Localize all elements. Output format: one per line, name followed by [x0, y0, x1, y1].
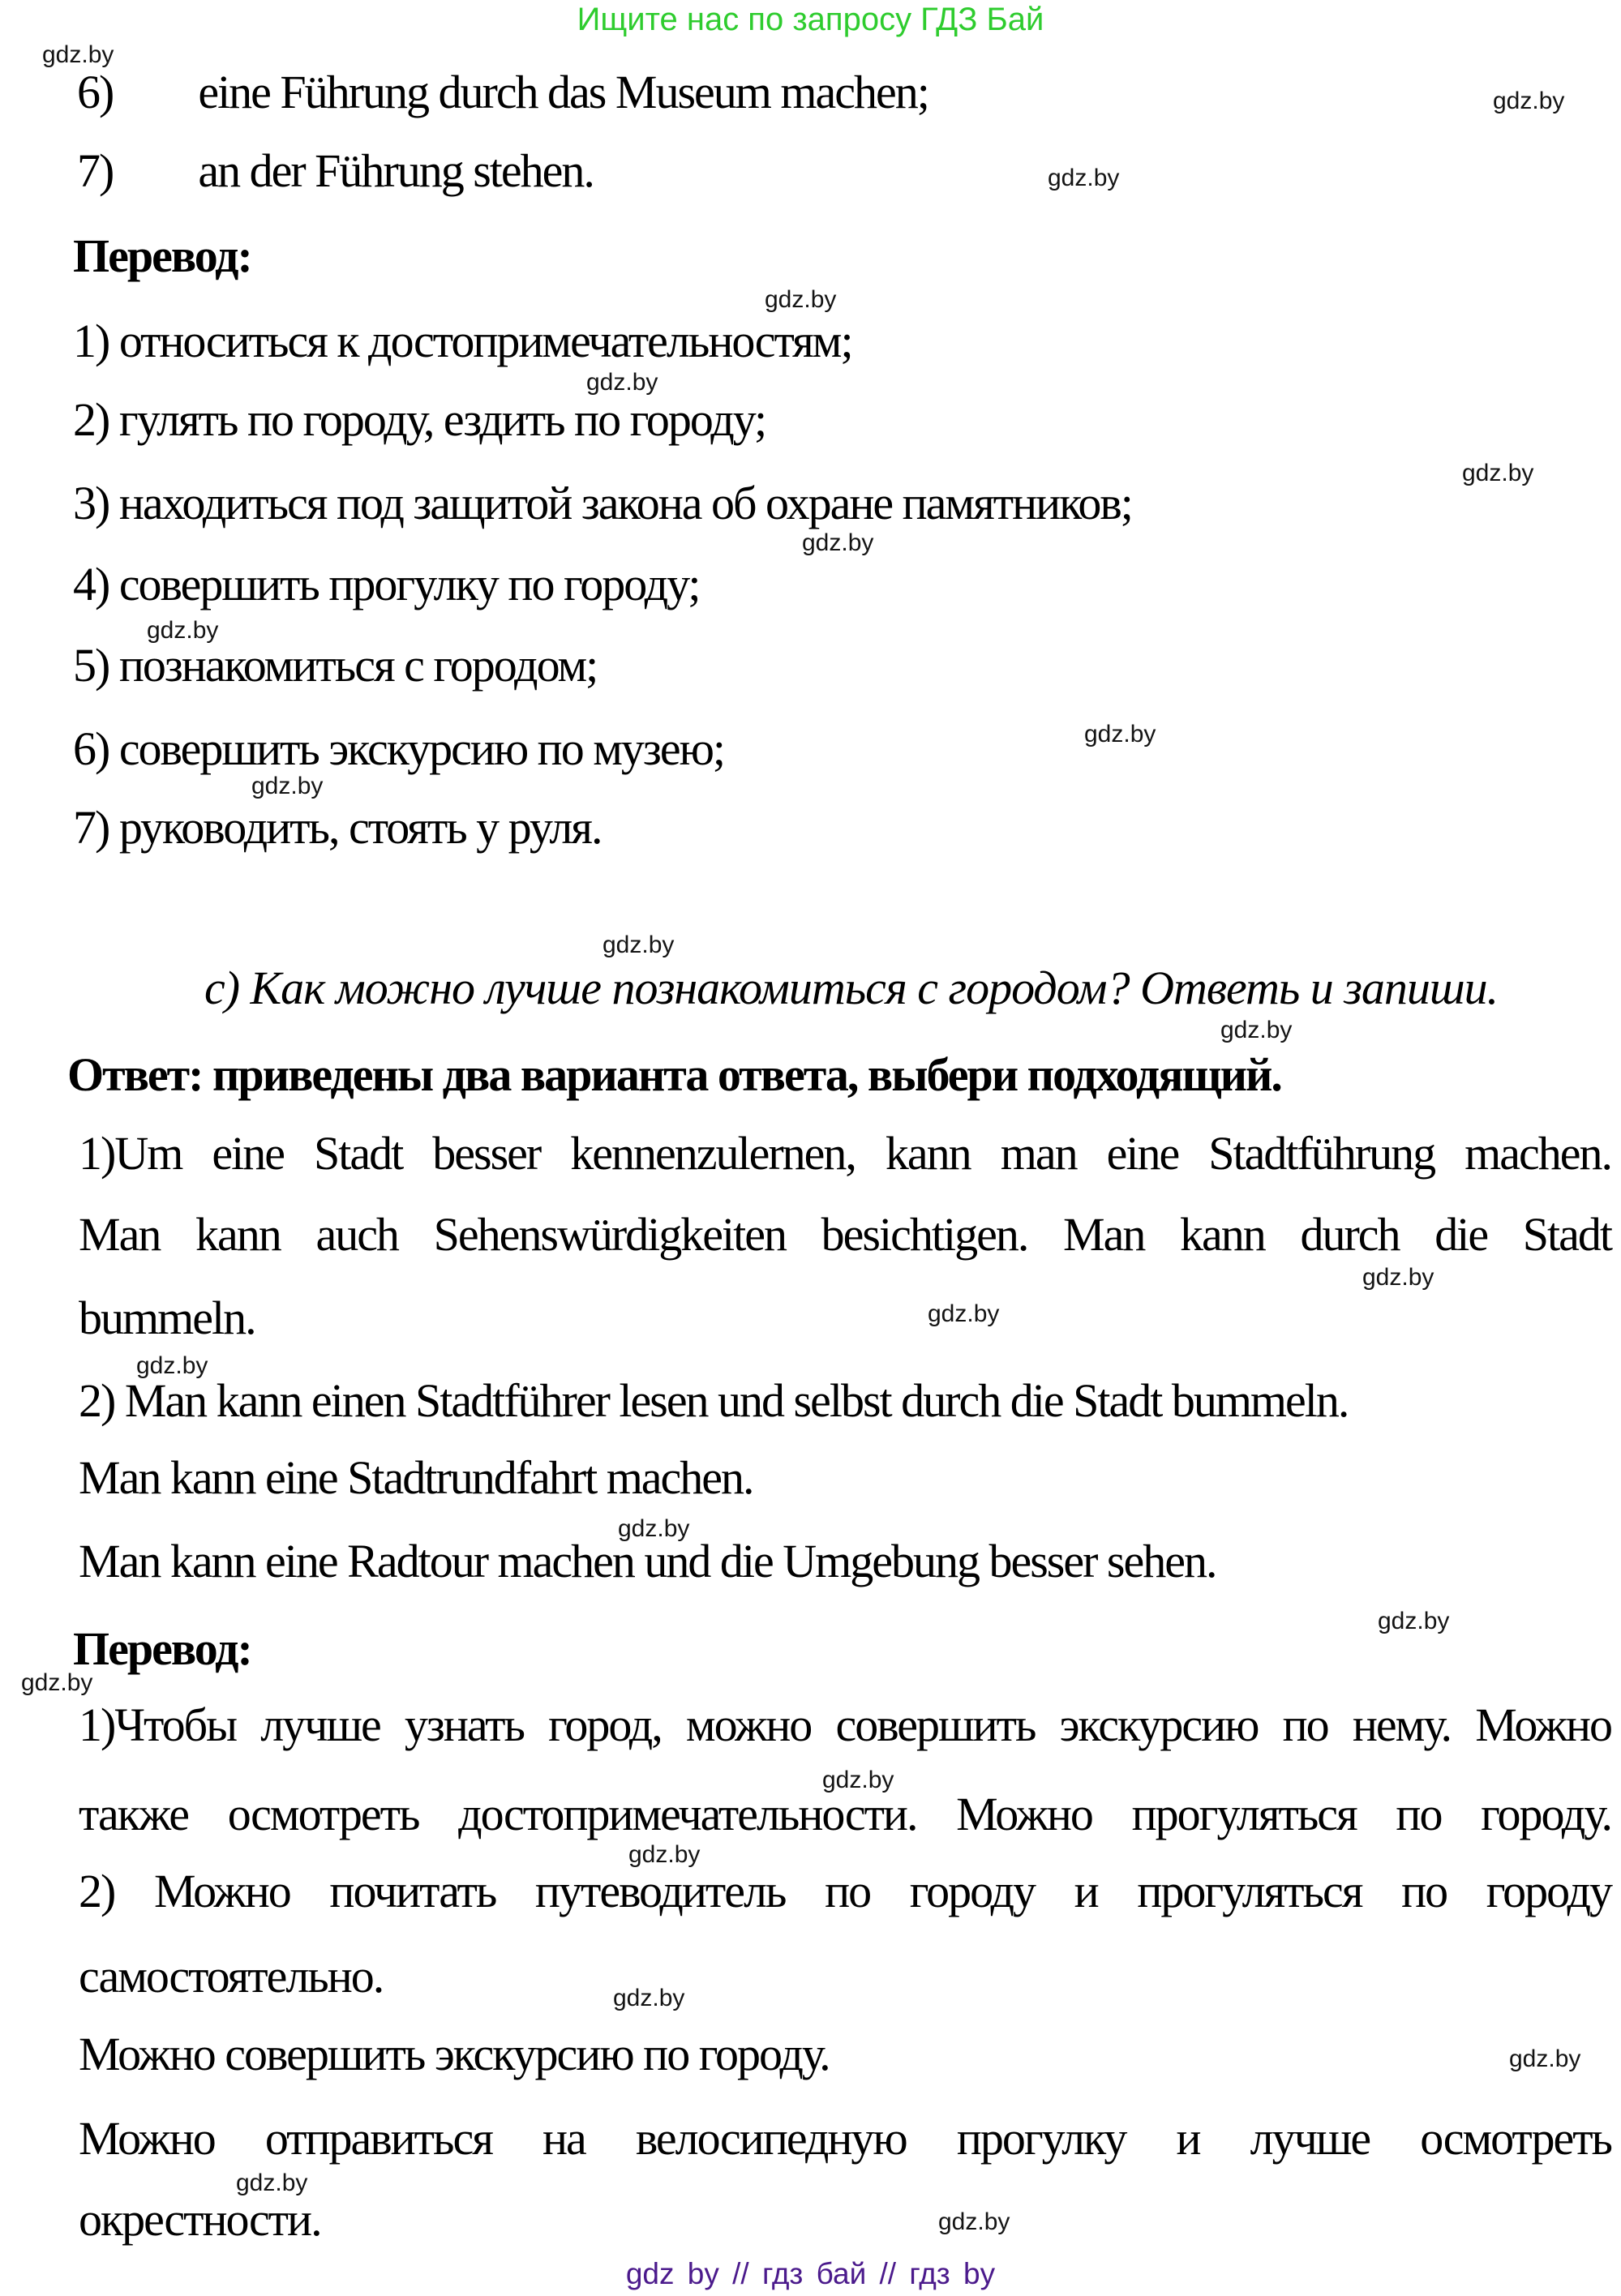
german-answer-line-3: bummeln. [79, 1292, 255, 1344]
watermark: gdz.by [613, 1985, 685, 2011]
translation-item-4: 4) совершить прогулку по городу; [73, 558, 700, 610]
watermark: gdz.by [42, 41, 114, 68]
header-banner: Ищите нас по запросу ГДЗ Бай [577, 2, 1044, 37]
task-c-prompt: с) Как можно лучше познакомиться с городом? Ответь и запиши. [204, 962, 1499, 1014]
translation-item-3: 3) находиться под защитой закона об охране памятников; [73, 477, 1132, 529]
translation-item-7: 7) руководить, стоять у руля. [73, 801, 602, 854]
watermark: gdz.by [1220, 1017, 1293, 1043]
watermark: gdz.by [603, 932, 675, 958]
watermark: gdz.by [1378, 1608, 1450, 1634]
russian-answer-line-3: 2) Можно почитать путеводитель по городу и прогуляться по городу [79, 1865, 1611, 1917]
watermark: gdz.by [1048, 165, 1120, 191]
watermark: gdz.by [822, 1767, 894, 1793]
watermark: gdz.by [938, 2208, 1010, 2235]
watermark: gdz.by [628, 1841, 701, 1868]
watermark: gdz.by [136, 1352, 208, 1379]
russian-answer-line-6: Можно отправиться на велосипедную прогулку и лучше осмотреть [79, 2112, 1611, 2165]
german-item-7-text: an der Führung stehen. [198, 144, 594, 197]
german-answer-line-6: Man kann eine Radtour machen und die Umgebung besser sehen. [79, 1535, 1216, 1587]
watermark: gdz.by [586, 369, 658, 396]
watermark: gdz.by [1509, 2045, 1581, 2072]
translation-heading: Перевод: [73, 229, 251, 282]
watermark: gdz.by [147, 617, 219, 644]
russian-answer-line-4: самостоятельно. [79, 1950, 384, 2003]
translation-item-5: 5) познакомиться с городом; [73, 639, 598, 692]
german-answer-line-5: Man kann eine Stadtrundfahrt machen. [79, 1451, 753, 1504]
russian-answer-line-5: Можно совершить экскурсию по городу. [79, 2028, 830, 2080]
watermark: gdz.by [765, 286, 837, 313]
german-item-7-number: 7) [77, 144, 114, 197]
german-answer-line-1: 1)Um eine Stadt besser kennenzulernen, kann man eine Stadtführung machen. [79, 1127, 1611, 1180]
answer-note: Ответ: приведены два варианта ответа, выбери подходящий. [67, 1048, 1281, 1101]
watermark: gdz.by [928, 1300, 1000, 1327]
watermark: gdz.by [618, 1515, 690, 1542]
watermark: gdz.by [236, 2170, 308, 2196]
translation-heading-2: Перевод: [73, 1622, 251, 1675]
russian-answer-line-7: окрестности. [79, 2193, 321, 2246]
watermark: gdz.by [802, 529, 874, 556]
watermark: gdz.by [1493, 88, 1565, 114]
watermark: gdz.by [1084, 721, 1156, 747]
german-answer-line-4: 2) Man kann einen Stadtführer lesen und selbst durch die Stadt bummeln. [79, 1374, 1349, 1427]
german-answer-line-2: Man kann auch Sehenswürdigkeiten besichtigen. Man kann durch die Stadt [79, 1208, 1611, 1261]
german-item-6-text: eine Führung durch das Museum machen; [198, 66, 928, 118]
translation-item-1: 1) относиться к достопримечательностям; [73, 315, 852, 367]
german-item-6-number: 6) [77, 66, 114, 118]
translation-item-6: 6) совершить экскурсию по музею; [73, 722, 725, 775]
german-item-7 [77, 144, 594, 197]
watermark: gdz.by [1362, 1264, 1434, 1291]
watermark: gdz.by [1462, 460, 1534, 486]
watermark: gdz.by [21, 1669, 93, 1696]
russian-answer-line-1: 1)Чтобы лучше узнать город, можно совершить экскурсию по нему. Можно [79, 1698, 1611, 1751]
watermark: gdz.by [251, 773, 324, 799]
translation-item-2: 2) гулять по городу, ездить по городу; [73, 393, 766, 446]
russian-answer-line-2: также осмотреть достопримечательности. Можно прогуляться по городу. [79, 1788, 1611, 1840]
footer-site-links: gdz by // гдз бай // гдз by [625, 2257, 996, 2290]
german-item-6 [77, 66, 928, 118]
